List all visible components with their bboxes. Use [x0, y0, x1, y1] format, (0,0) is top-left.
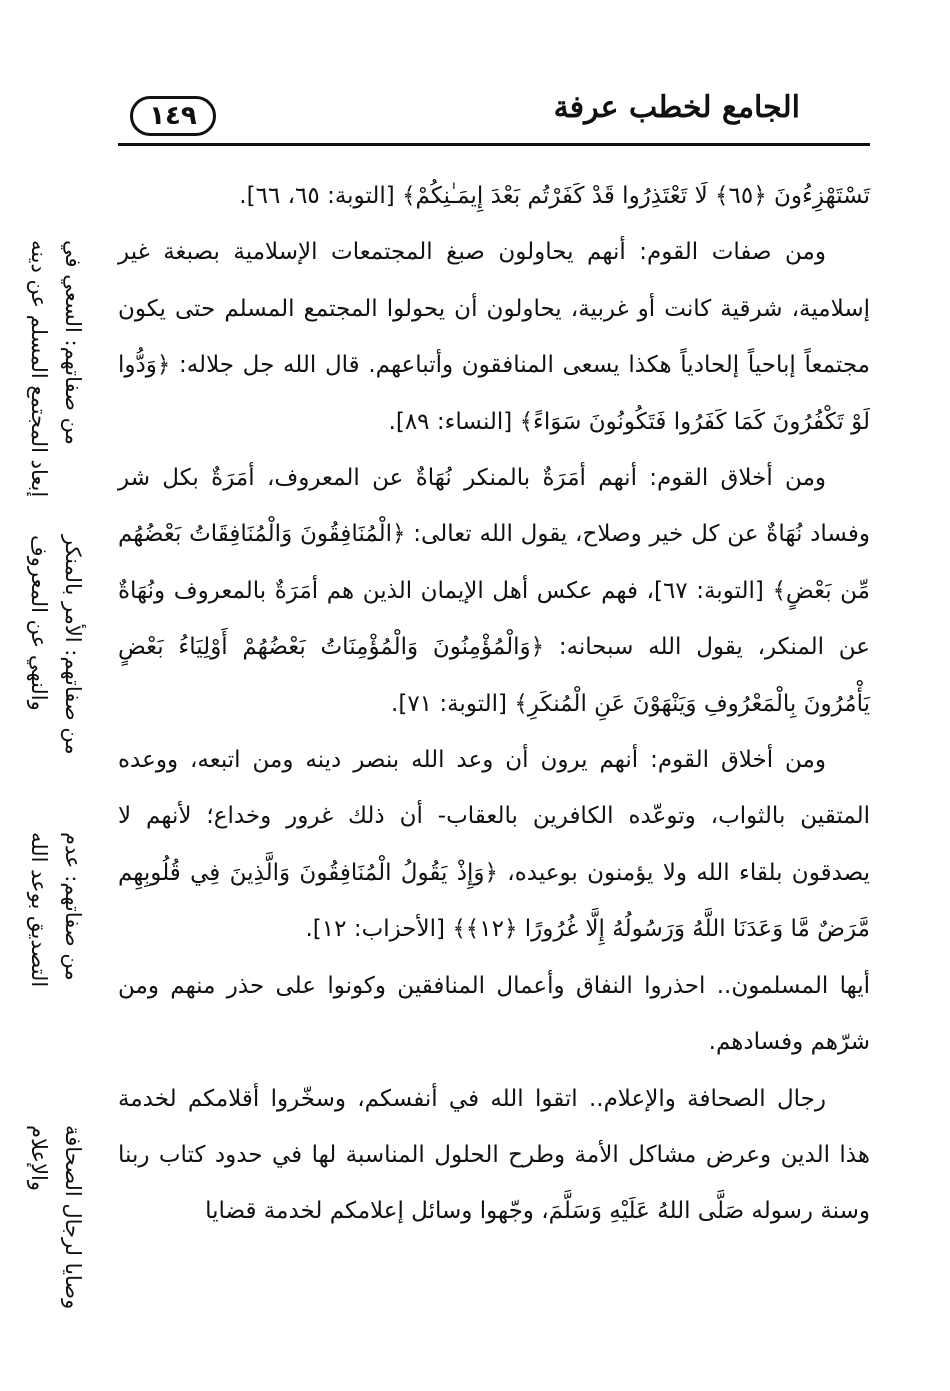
- margin-note-press: [22, 1125, 90, 1365]
- body-text: [118, 168, 870, 1318]
- paragraph-society: ومن صفات القوم: أنهم يحاولون صبغ المجتمعات الإسلامية بصبغة غير إسلامية، شرقية كانت أو غربية، يحاولون أن يحولوا المجتمع المسلم حتى يكون مجتمعاً إباحياً إلحادياً هكذا يسعى المنافقون وأتباعهم. قال الله جل جلاله: ﴿وَدُّوا لَوْ تَكْفُرُونَ كَمَا كَفَرُوا فَتَكُونُونَ سَوَاءً﴾ [النساء: ٨٩].: [118, 239, 870, 435]
- margin-note-society: [22, 240, 90, 530]
- margin-note-line: من صفاتهم: الأمر بالمنكر: [61, 535, 85, 755]
- paragraph-warning: أيها المسلمون.. احذروا النفاق وأعمال المنافقين وكونوا على حذر منهم ومن شرّهم وفسادهم.: [118, 972, 870, 1056]
- paragraph-quran-continuation: تَسْتَهْزِءُونَ ﴿٦٥﴾ لَا تَعْتَذِرُوا قَدْ كَفَرْتُم بَعْدَ إِيمَـٰنِكُمْ﴾ [التوبة: ٦٥، ٦٦].: [239, 183, 870, 209]
- margin-note-line: والنهي عن المعروف: [27, 535, 51, 711]
- margin-note-line: وصايا لرجال الصحافة: [61, 1125, 85, 1310]
- paragraph-disbelief: ومن أخلاق القوم: أنهم يرون أن وعد الله بنصر دينه ومن اتبعه، ووعده المتقين بالثواب، وتوعّده الكافرين بالعقاب- أن ذلك غرور وخداع؛ لأنهم لا يصدقون بلقاء الله ولا يؤمنون بوعيده، ﴿وَإِذْ يَقُولُ الْمُنَافِقُونَ وَالَّذِينَ فِي قُلُوبِهِم مَّرَضٌ مَّا وَعَدَنَا اللَّهُ وَرَسُولُهُ إِلَّا غُرُورًا ﴿١٢﴾﴾ [الأحزاب: ١٢].: [118, 747, 870, 943]
- paragraph-press: رجال الصحافة والإعلام.. اتقوا الله في أنفسكم، وسخّروا أقلامكم لخدمة هذا الدين وعرض مشاكل الأمة وطرح الحلول المناسبة لها في حدود كتاب ربنا وسنة رسوله صَلَّى اللهُ عَلَيْهِ وَسَلَّمَ، وجّهوا وسائل إعلامكم لخدمة قضايا: [118, 1085, 870, 1225]
- margin-note-disbelief: [22, 832, 90, 1082]
- margin-note-line: إبعاد المجتمع المسلم عن دينه: [27, 240, 51, 498]
- paragraph-vice: ومن أخلاق القوم: أنهم أمَرَةٌ بالمنكر نُهَاةٌ عن المعروف، أمَرَةٌ بكل شر وفساد نُهَاةٌ عن كل خير وصلاح، يقول الله تعالى: ﴿الْمُنَافِقُونَ وَالْمُنَافِقَاتُ بَعْضُهُم مِّن بَعْضٍ﴾ [التوبة: ٦٧]، فهم عكس أهل الإيمان الذين هم أمَرَةٌ بالمعروف ونُهَاةٌ عن المنكر، يقول الله سبحانه: ﴿وَالْمُؤْمِنُونَ وَالْمُؤْمِنَاتُ بَعْضُهُمْ أَوْلِيَاءُ بَعْضٍ يَأْمُرُونَ بِالْمَعْرُوفِ وَيَنْهَوْنَ عَنِ الْمُنكَرِ﴾ [التوبة: ٧١].: [118, 465, 870, 717]
- margin-note-line: والإعلام: [27, 1125, 51, 1192]
- page-number: ١٤٩: [130, 96, 216, 136]
- book-title: الجامع لخطب عرفة: [553, 90, 800, 125]
- header-divider: [118, 143, 870, 146]
- margin-note-line: التصديق بوعد الله: [27, 832, 51, 988]
- margin-note-vice: [22, 535, 90, 825]
- margin-note-line: من صفاتهم: السعي في: [61, 240, 85, 445]
- margin-note-line: من صفاتهم: عدم: [61, 832, 85, 981]
- page-header: [118, 88, 870, 148]
